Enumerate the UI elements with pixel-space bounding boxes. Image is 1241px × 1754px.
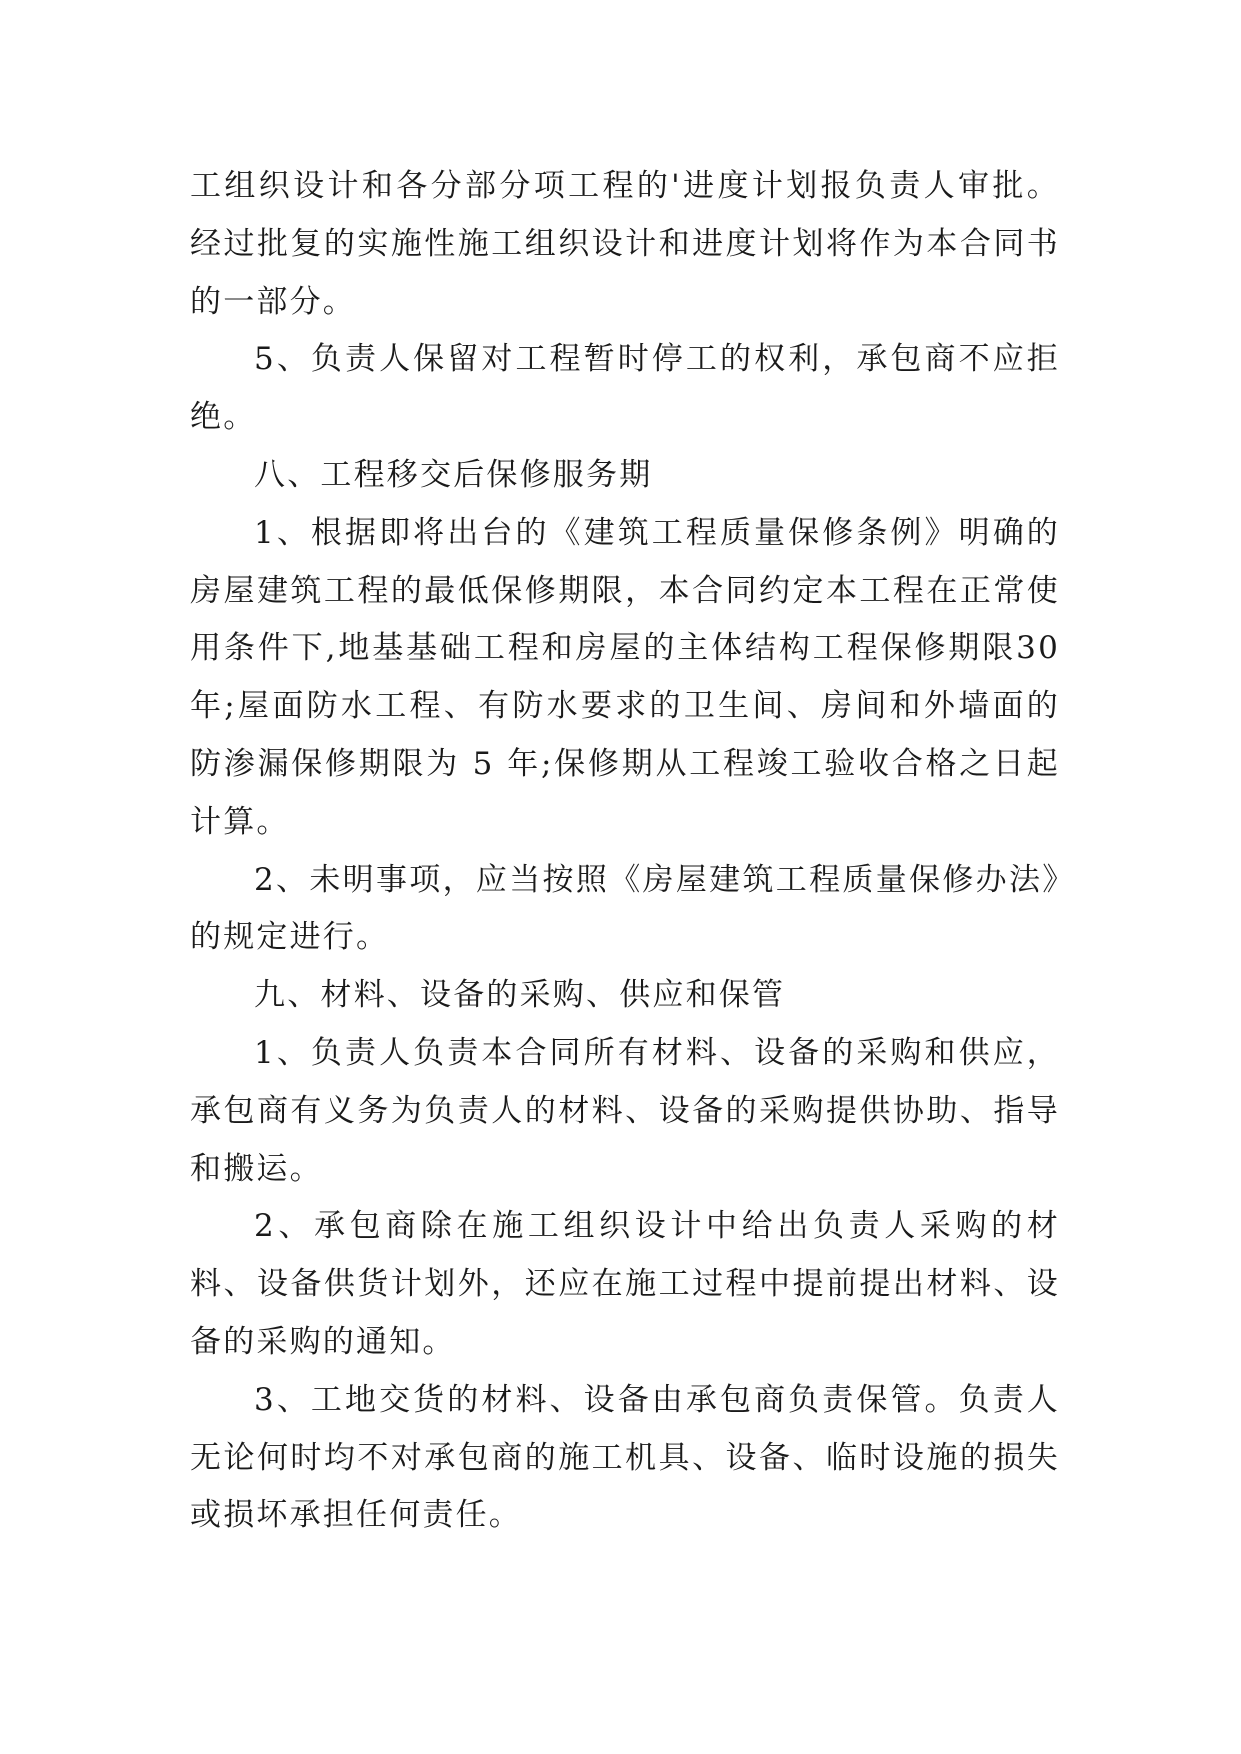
paragraph-clause-5: 5、负责人保留对工程暂时停工的权利，承包商不应拒绝。 — [190, 341, 1060, 436]
paragraph-8-clause-2: 2、未明事项，应当按照《房屋建筑工程质量保修办法》的规定进行。 — [190, 861, 1060, 956]
paragraph-8-clause-1: 1、根据即将出台的《建筑工程质量保修条例》明确的房屋建筑工程的最低保修期限，本合同约定本工程在正常使用条件下,地基基础工程和房屋的主体结构工程保修期限30年;屋面防水工程、有防水要求的卫生间、房间和外墙面的防渗漏保修期限为 5 年;保修期从工程竣工验收合格之日起计算。 — [190, 514, 1060, 840]
section-heading-8: 八、工程移交后保修服务期 — [254, 456, 653, 493]
paragraph-9-clause-3: 3、工地交货的材料、设备由承包商负责保管。负责人无论何时均不对承包商的施工机具、设备、临时设施的损失或损坏承担任何责任。 — [190, 1381, 1060, 1534]
paragraph-9-clause-1: 1、负责人负责本合同所有材料、设备的采购和供应，承包商有义务为负责人的材料、设备的采购提供协助、指导和搬运。 — [190, 1034, 1060, 1187]
section-heading-9: 九、材料、设备的采购、供应和保管 — [254, 977, 786, 1014]
paragraph-9-clause-2: 2、承包商除在施工组织设计中给出负责人采购的材料、设备供货计划外，还应在施工过程中提前提出材料、设备的采购的通知。 — [190, 1208, 1060, 1360]
paragraph-continuation: 工组织设计和各分部分项工程的'进度计划报负责人审批。经过批复的实施性施工组织设计和进度计划将作为本合同书的一部分。 — [190, 168, 1060, 320]
document-body — [190, 158, 1060, 1545]
